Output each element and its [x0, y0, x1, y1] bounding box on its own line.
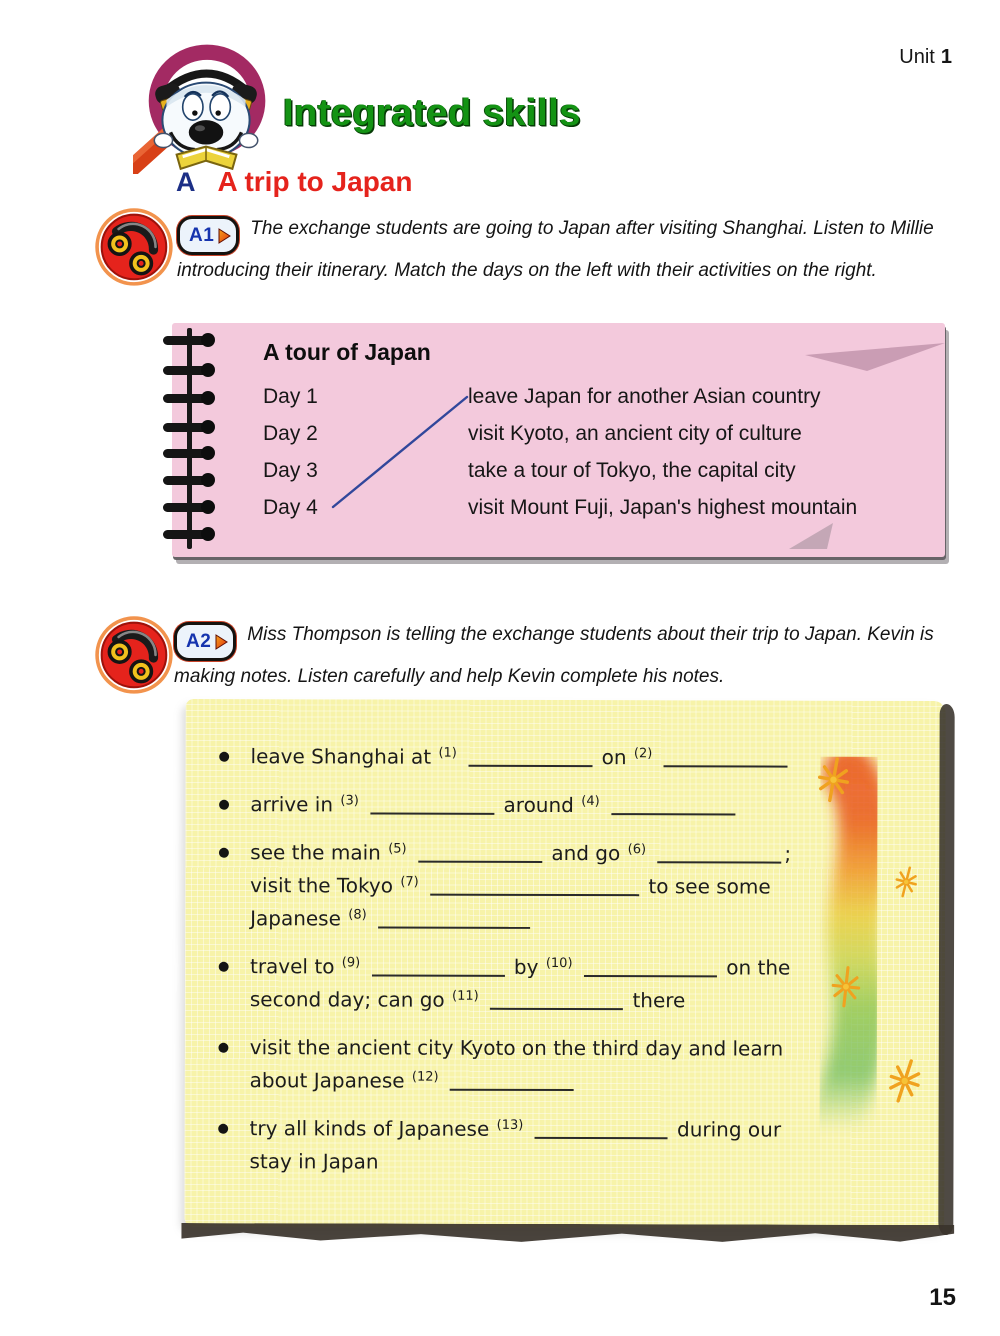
blank-number: (1)	[438, 745, 457, 761]
paper-crease	[789, 523, 833, 553]
unit-number: 1	[940, 46, 952, 68]
fill-blank	[430, 880, 639, 897]
tour-day: Day 1	[263, 384, 318, 408]
tour-activity: leave Japan for another Asian country	[468, 384, 821, 408]
bullet-dot: ●	[218, 797, 230, 813]
tour-rows	[263, 378, 925, 526]
note-line: stay in Japan	[249, 1149, 379, 1174]
fill-blank	[664, 751, 788, 767]
blank-number: (13)	[496, 1117, 524, 1133]
blank-number: (7)	[400, 874, 419, 890]
tour-day: Day 3	[263, 458, 318, 482]
blank-number: (9)	[341, 955, 361, 971]
bullet-dot: ●	[217, 959, 230, 975]
sparkle-star-icon	[882, 1058, 928, 1104]
badge-label: A2	[186, 631, 212, 652]
unit-label: Unit	[899, 46, 935, 68]
bullet-dot: ●	[217, 1121, 229, 1137]
fill-blank	[418, 847, 542, 863]
blank-number: (12)	[411, 1069, 439, 1085]
section-heading	[176, 166, 412, 198]
tour-note-title: A tour of Japan	[263, 339, 431, 365]
fill-blank	[450, 1075, 574, 1091]
note-item	[185, 836, 827, 937]
binder-ring	[163, 449, 212, 458]
tour-day: Day 2	[263, 421, 318, 445]
tour-row	[263, 415, 925, 452]
tour-row	[263, 452, 925, 489]
blank-number: (4)	[581, 794, 600, 810]
blank-number: (11)	[452, 988, 479, 1004]
binder-ring	[163, 394, 212, 403]
bullet-dot: ●	[218, 749, 230, 765]
fill-blank	[657, 847, 781, 863]
bullet-dot: ●	[218, 845, 230, 861]
fill-blank	[611, 799, 735, 815]
instructions-text: Miss Thompson is telling the exchange students about their trip to Japan. Kevin is making notes. Listen carefully and help Kevin complete his notes.	[174, 624, 934, 687]
badge-label: A1	[189, 225, 215, 246]
note-line: ● try all kinds of Japanese $^{(13)}$ during our	[185, 1112, 827, 1147]
note-line: ● visit the ancient city Kyoto on the third day and learn	[185, 1031, 827, 1066]
note-item	[185, 740, 827, 775]
tour-row	[263, 378, 925, 415]
binder-ring	[163, 366, 212, 375]
note-line: about Japanese $^{(12)}$	[185, 1064, 827, 1099]
sparkle-star-icon	[890, 866, 922, 898]
tour-activity: visit Kyoto, an ancient city of culture	[468, 421, 802, 445]
activity-a1-badge	[177, 216, 239, 255]
tour-day: Day 4	[263, 495, 318, 519]
blank-number: (3)	[340, 793, 359, 809]
tour-note-content	[263, 339, 925, 526]
fill-blank	[584, 961, 717, 977]
note-item	[185, 788, 827, 823]
fill-blank	[378, 913, 530, 929]
note-line: ● arrive in $^{(3)}$ around $^{(4)}$	[185, 788, 827, 823]
note-item	[184, 1112, 826, 1180]
note-line: ● travel to $^{(9)}$ by $^{(10)}$ on the	[185, 950, 827, 985]
tour-activity: take a tour of Tokyo, the capital city	[468, 458, 796, 482]
fill-blank	[468, 751, 592, 767]
note-line: second day; can go $^{(11)}$ there	[249, 987, 686, 1013]
tour-row	[263, 489, 925, 526]
activity-a1-instructions	[177, 213, 952, 286]
blank-number: (10)	[545, 955, 573, 972]
blank-number: (8)	[348, 907, 367, 923]
binder-ring	[163, 423, 212, 432]
kevin-notes-list	[184, 740, 827, 1195]
page-title: Integrated skills	[283, 92, 581, 134]
fill-blank	[372, 960, 505, 976]
note-line: ● leave Shanghai at $^{(1)}$ on $^{(2)}$	[185, 740, 827, 775]
section-title: A trip to Japan	[217, 166, 413, 197]
dog-mascot-logo	[133, 44, 277, 174]
sparkle-star-icon	[825, 966, 867, 1008]
section-letter: A	[176, 167, 196, 197]
play-icon	[218, 228, 231, 244]
tour-activity: visit Mount Fuji, Japan's highest mountain	[468, 495, 858, 519]
note-line: Japanese $^{(8)}$	[185, 902, 827, 937]
note-line: visit the Tokyo $^{(7)}$ to see some	[250, 873, 771, 899]
bullet-dot: ●	[217, 1040, 230, 1056]
note-line: ● see the main $^{(5)}$ and go $^{(6)}$ ;	[185, 836, 827, 871]
blank-number: (6)	[627, 842, 647, 858]
instructions-text: The exchange students are going to Japan after visiting Shanghai. Listen to Millie introducing their itinerary. Match the days on the left with their activities on the right.	[177, 218, 934, 281]
torn-edge-right	[938, 704, 954, 1235]
binding-bar	[187, 328, 192, 549]
headphones-icon	[94, 615, 176, 697]
fill-blank	[490, 994, 623, 1010]
activity-a2-badge	[174, 622, 236, 661]
unit-tag	[899, 46, 952, 69]
binder-ring	[163, 530, 212, 539]
note-item	[185, 1031, 827, 1099]
note-item	[185, 950, 827, 1018]
tour-of-japan-note	[172, 323, 945, 557]
binder-ring	[163, 476, 212, 485]
binder-ring	[163, 336, 212, 345]
binder-ring	[163, 503, 212, 512]
fill-blank	[535, 1123, 668, 1139]
torn-edge-bottom	[181, 1223, 954, 1244]
blank-number: (5)	[388, 841, 407, 857]
play-icon	[215, 634, 228, 650]
headphones-icon	[94, 207, 176, 289]
page-number: 15	[929, 1284, 956, 1311]
blank-number: (2)	[633, 746, 653, 762]
kevin-notes-paper	[184, 699, 945, 1229]
activity-a2-instructions	[174, 619, 959, 692]
fill-blank	[370, 798, 494, 814]
